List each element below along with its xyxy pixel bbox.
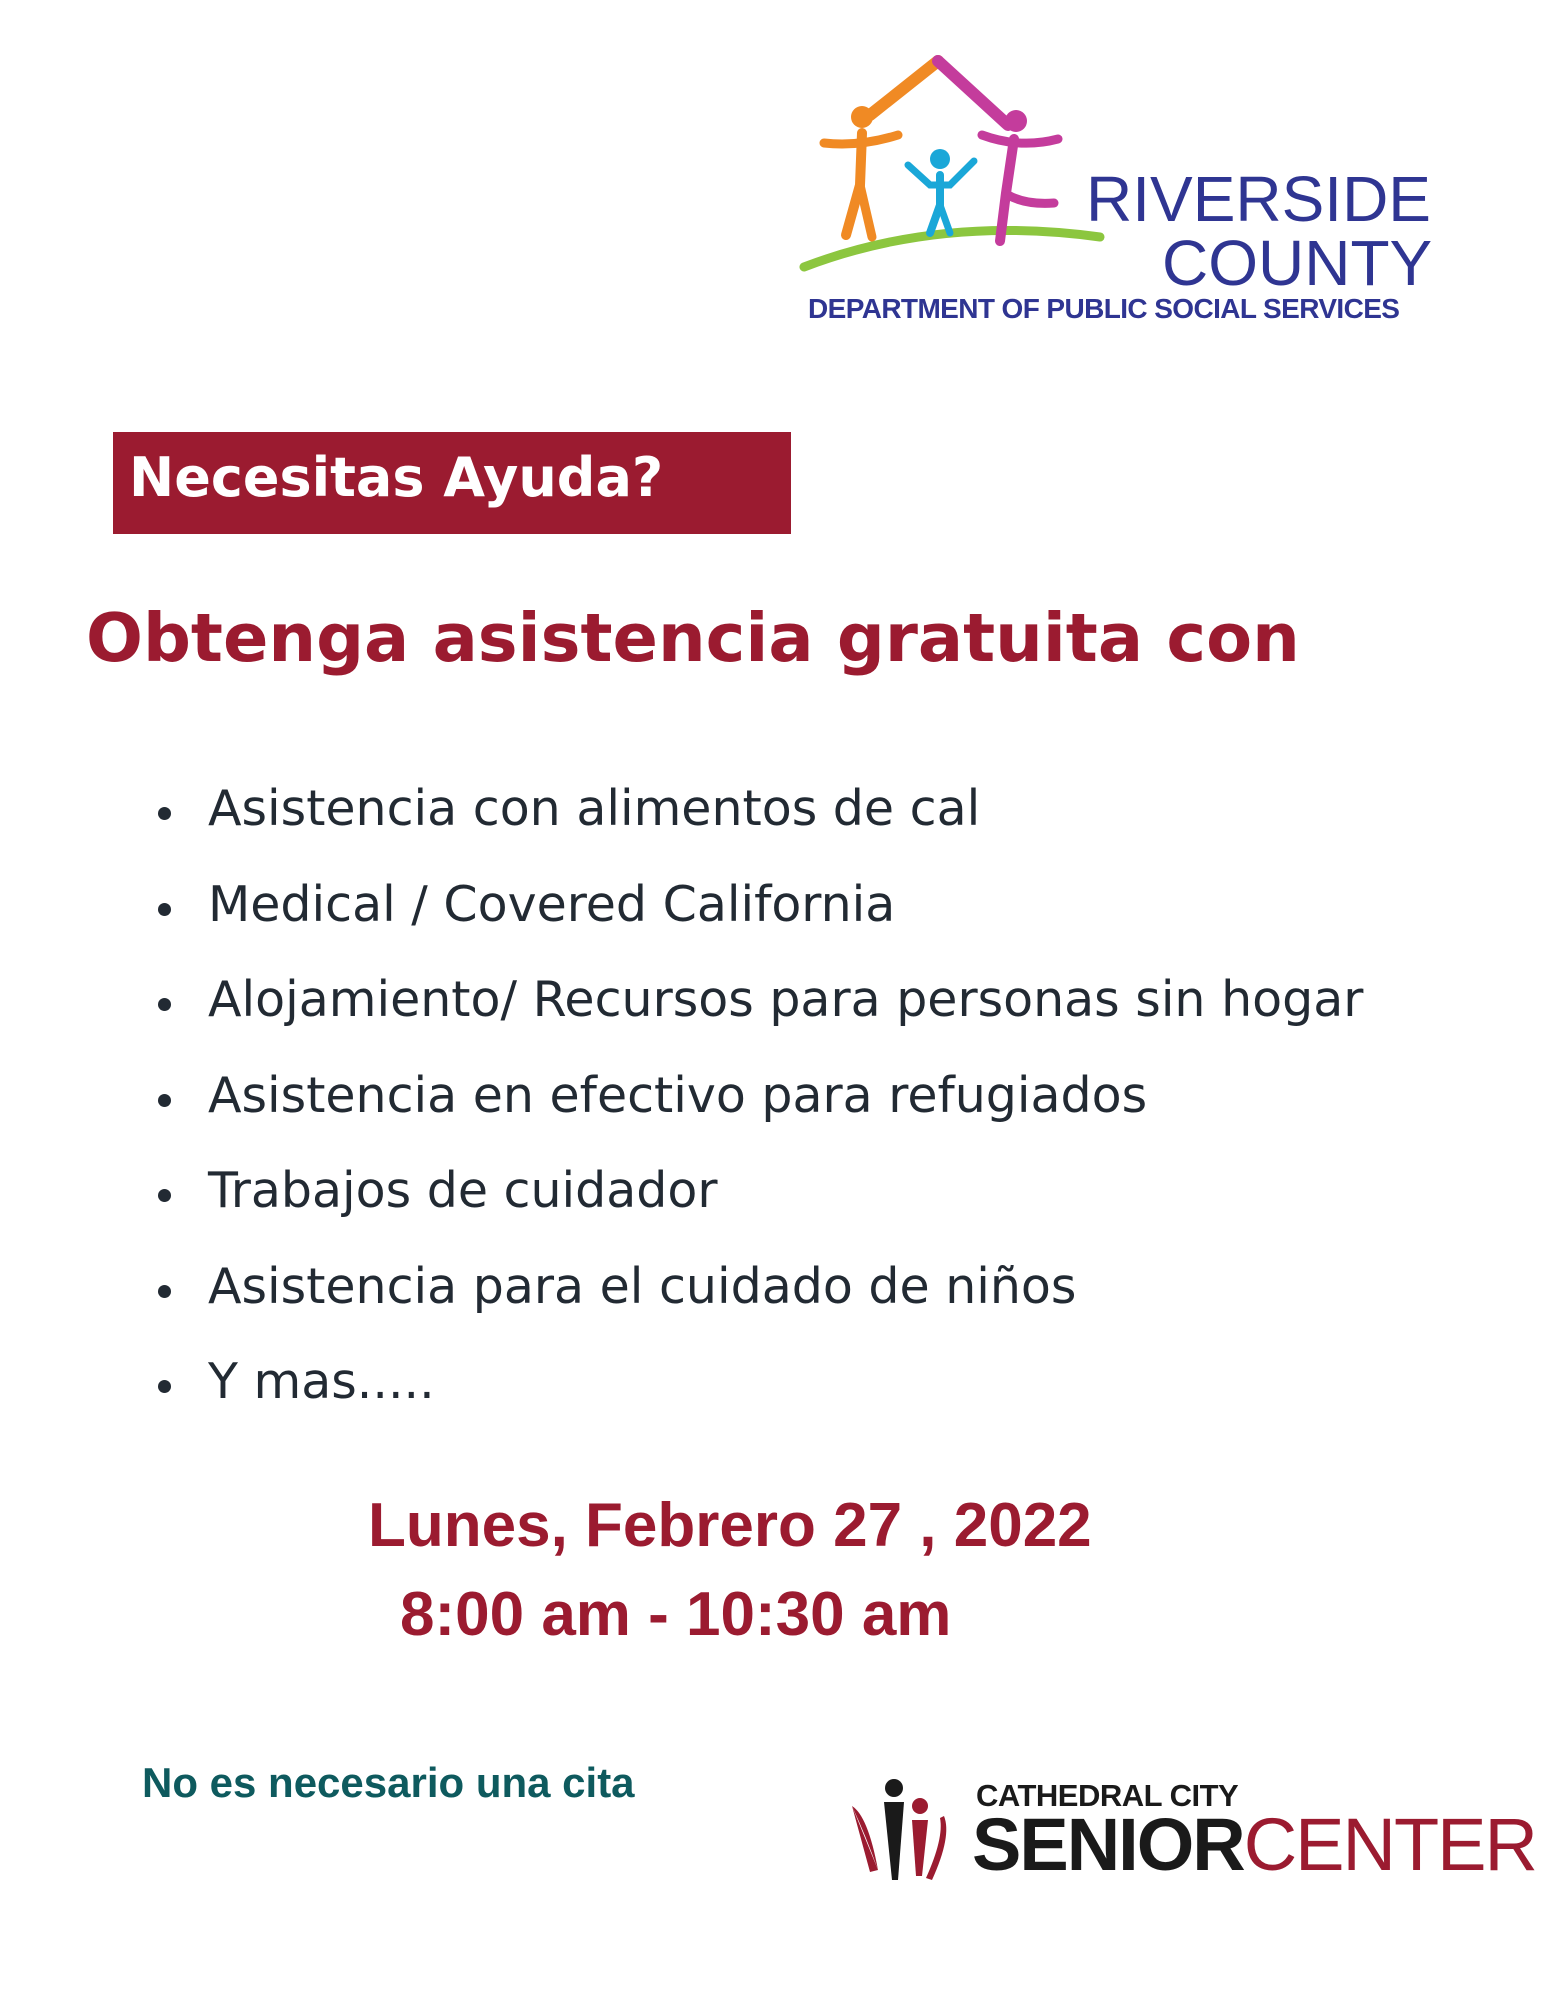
service-item [150, 1162, 1363, 1258]
bullet-icon [158, 1285, 171, 1298]
service-item [150, 1353, 1363, 1449]
banner-text: Necesitas Ayuda? [129, 446, 664, 509]
bullet-icon [158, 807, 171, 820]
service-label: Asistencia en efectivo para refugiados [208, 1066, 1148, 1124]
help-banner [113, 432, 791, 534]
event-time: 8:00 am - 10:30 am [400, 1580, 952, 1649]
bullet-icon [158, 998, 171, 1011]
services-list [150, 780, 1363, 1449]
service-label: Asistencia con alimentos de cal [208, 780, 981, 837]
event-date: Lunes, Febrero 27 , 2022 [368, 1491, 1092, 1560]
riverside-logo-line2: COUNTY [1162, 227, 1433, 299]
service-label: Y mas..... [208, 1353, 435, 1410]
service-item [150, 876, 1363, 972]
senior-center-name [972, 1803, 1536, 1886]
bullet-icon [158, 1189, 171, 1202]
bullet-icon [158, 903, 171, 916]
service-item [150, 1258, 1363, 1354]
riverside-logo-line1: RIVERSIDE [1086, 163, 1431, 235]
riverside-logo-department: DEPARTMENT OF PUBLIC SOCIAL SERVICES [808, 293, 1400, 324]
bullet-icon [158, 1380, 171, 1393]
senior-center-city: CATHEDRAL CITY [976, 1778, 1239, 1813]
senior-center-logo [848, 1776, 1536, 1896]
service-label: Medical / Covered California [208, 875, 896, 933]
senior-word: SENIOR [972, 1803, 1244, 1886]
service-label: Trabajos de cuidador [208, 1162, 718, 1219]
senior-center-figures-icon [848, 1776, 966, 1886]
service-item [150, 1067, 1363, 1163]
no-appointment-note: No es necesario una cita [142, 1759, 635, 1806]
service-item [150, 780, 1363, 876]
bullet-icon [158, 1094, 171, 1107]
service-label: Alojamiento/ Recursos para personas sin hogar [208, 971, 1364, 1028]
service-item [150, 971, 1363, 1067]
service-label: Asistencia para el cuidado de niños [208, 1257, 1077, 1315]
center-word: CENTER [1243, 1803, 1536, 1886]
headline: Obtenga asistencia gratuita con [86, 599, 1300, 677]
riverside-county-logo [790, 55, 1460, 335]
